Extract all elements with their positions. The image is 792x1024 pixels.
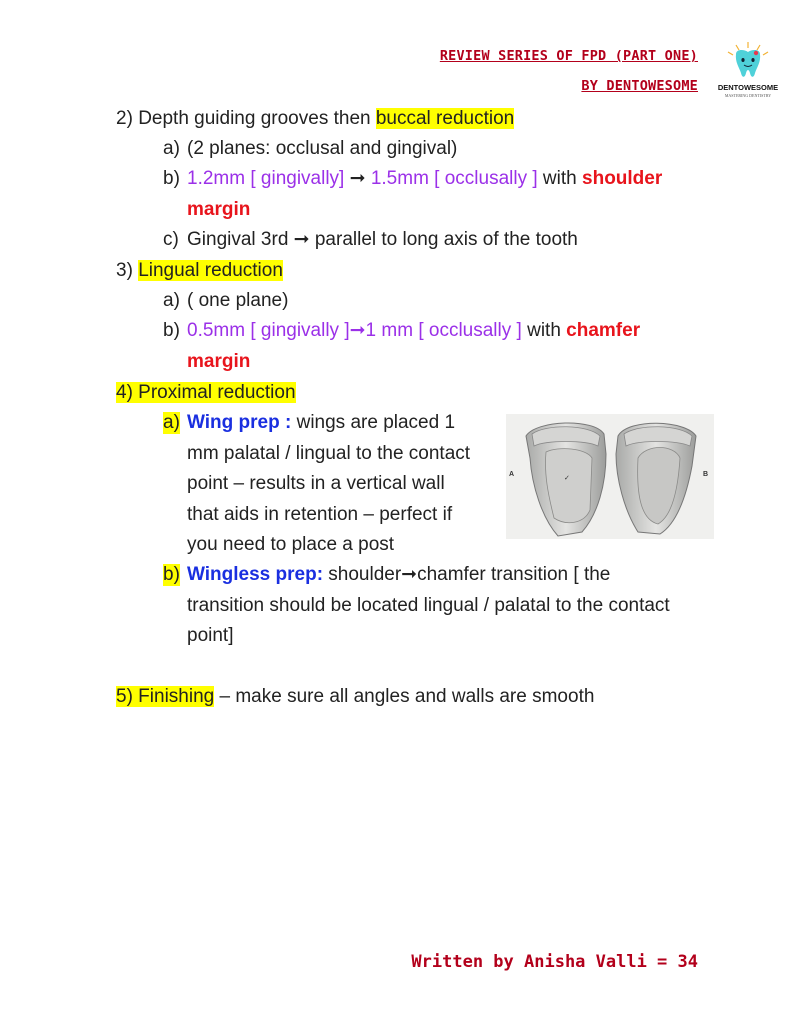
list-item-lingual-measure: 0.5mm [ gingivally ]➞1 mm [ occlusally ] with chamfer — [187, 320, 641, 341]
header-title: REVIEW SERIES OF FPD (PART ONE) — [439, 48, 698, 64]
item-label: c) — [163, 229, 179, 250]
header-byline: BY DENTOWESOME — [581, 78, 698, 94]
wingless-prep-line: point] — [187, 625, 234, 646]
section-4-heading — [116, 382, 296, 404]
logo-tagline: MASTERING DENTISTRY — [724, 93, 772, 98]
item-label: b) — [163, 168, 180, 189]
highlight-finishing: 5) Finishing — [116, 686, 215, 707]
list-item: ( one plane) — [187, 290, 289, 311]
list-item-wingless-prep: Wingless prep: shoulder➞chamfer transition [ the — [187, 564, 611, 585]
wing-prep-line: mm palatal / lingual to the contact — [187, 443, 471, 464]
section-3-heading: 3) Lingual reduction — [116, 260, 283, 281]
tooth-b-drawing — [616, 423, 696, 534]
item-label: b) — [163, 564, 180, 585]
wing-prep-line: that aids in retention – perfect if — [187, 504, 453, 525]
item-label: a) — [163, 138, 180, 159]
check-mark: ✓ — [564, 474, 570, 482]
list-item-wing-prep: Wing prep : wings are placed 1 — [187, 412, 456, 433]
list-item-buccal-measure: 1.2mm [ gingivally] ➞ 1.5mm [ occlusally ] with shoulder — [187, 168, 663, 189]
item-label: a) — [163, 412, 180, 433]
wingless-prep-line: transition should be located lingual / palatal to the contact — [187, 595, 670, 616]
emphasis-shoulder-margin: margin — [187, 199, 251, 220]
highlight-proximal-reduction: 4) Proximal reduction — [116, 382, 296, 403]
figure-label-a: A — [509, 471, 515, 478]
figure-label-b: B — [703, 471, 709, 478]
dentowesome-logo — [716, 40, 780, 110]
item-label: a) — [163, 290, 180, 311]
tooth-icon — [716, 40, 780, 84]
list-item: Gingival 3rd ➞ parallel to long axis of the tooth — [187, 229, 578, 250]
section-2-heading: 2) Depth guiding grooves then buccal reduction — [116, 108, 515, 129]
tooth-preparation-figure — [506, 414, 714, 539]
highlight-buccal-reduction: buccal reduction — [375, 108, 515, 129]
wing-prep-line: you need to place a post — [187, 534, 395, 555]
logo-wordmark: DENTOWESOME — [717, 83, 779, 92]
list-item: (2 planes: occlusal and gingival) — [187, 138, 458, 159]
item-label: b) — [163, 320, 180, 341]
emphasis-chamfer-margin: margin — [187, 351, 251, 372]
section-5-heading: 5) Finishing – make sure all angles and walls are smooth — [116, 686, 595, 707]
footer-author-page: Written by Anisha Valli = 34 — [411, 952, 698, 972]
wing-prep-line: point – results in a vertical wall — [187, 473, 445, 494]
highlight-lingual-reduction: Lingual reduction — [138, 260, 283, 281]
